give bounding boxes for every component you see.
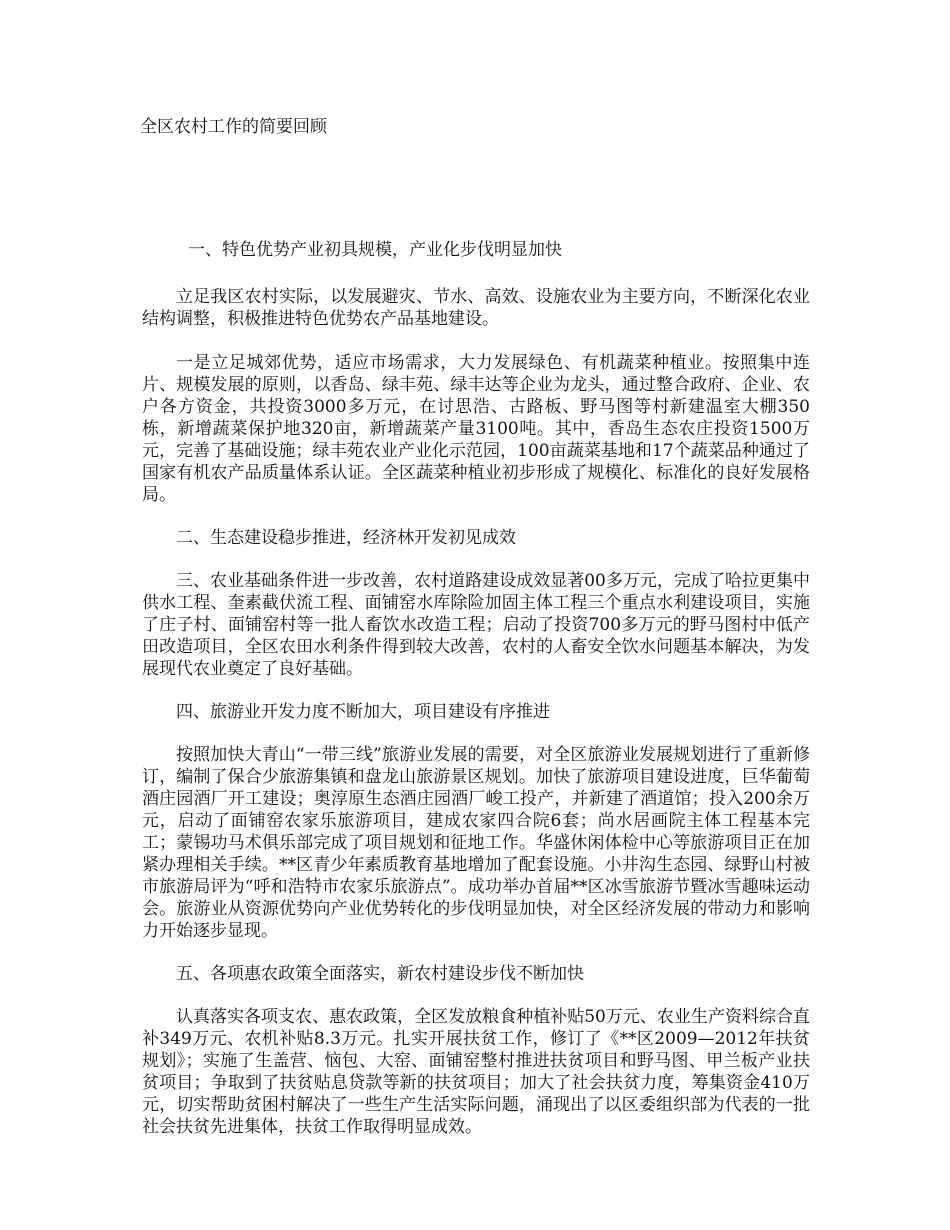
section-heading-4: 四、旅游业开发力度不断加大，项目建设有序推进 [176, 702, 550, 722]
paragraph-policy: 认真落实各项支农、惠农政策，全区发放粮食种植补贴50万元、农业生产资料综合直补349万元、农机补贴8.3万元。扎实开展扶贫工作，修订了《**区2009—2012年扶贫规划》；实施了生盖营、恼包、大窑、面铺窑整村推进扶贫项目和野马图、甲兰板产业扶贫项目；争取到了扶贫贴息贷款等新的扶贫项目；加大了社会扶贫力度，筹集资金410万元，切实帮助贫困村解决了一些生产生活实际问题，涌现出了以区委组织部为代表的一批社会扶贫先进集体，扶贫工作取得明显成效。 [142, 1007, 810, 1137]
paragraph-tourism: 按照加快大青山“一带三线”旅游业发展的需要，对全区旅游业发展规划进行了重新修订，编制了保合少旅游集镇和盘龙山旅游景区规划。加快了旅游项目建设进度，巨华葡萄酒庄园酒厂开工建设；奥淳原生态酒庄园酒厂峻工投产，并新建了酒道馆；投入200余万元，启动了面铺窑农家乐旅游项目，建成农家四合院6套；尚水居画院主体工程基本完工；蒙锡功马术俱乐部完成了项目规划和征地工作。华盛休闲体检中心等旅游项目正在加紧办理相关手续。**区青少年素质教育基地增加了配套设施。小井沟生态园、绿野山村被市旅游局评为“呼和浩特市农家乐旅游点”。成功举办首届**区冰雪旅游节暨冰雪趣味运动会。旅游业从资源优势向产业优势转化的步伐明显加快，对全区经济发展的带动力和影响力开始逐步显现。 [142, 745, 810, 941]
paragraph-vegetables: 一是立足城郊优势，适应市场需求，大力发展绿色、有机蔬菜种植业。按照集中连片、规模发展的原则，以香岛、绿丰苑、绿丰达等企业为龙头，通过整合政府、企业、农户各方资金，共投资3000多万元，在讨思浩、古路板、野马图等村新建温室大棚350栋，新增蔬菜保护地320亩，新增蔬菜产量3100吨。其中，香岛生态农庄投资1500万元，完善了基础设施；绿丰苑农业产业化示范园，100亩蔬菜基地和17个蔬菜品种通过了国家有机农产品质量体系认证。全区蔬菜种植业初步形成了规模化、标准化的良好发展格局。 [142, 353, 810, 505]
section-heading-1: 一、特色优势产业初具规模，产业化步伐明显加快 [188, 240, 562, 260]
document-body [142, 238, 810, 1138]
paragraph-intro: 立足我区农村实际，以发展避灾、节水、高效、设施农业为主要方向，不断深化农业结构调整，积极推进特色优势农产品基地建设。 [142, 287, 810, 329]
document-title: 全区农村工作的简要回顾 [140, 117, 327, 137]
section-heading-2: 二、生态建设稳步推进，经济林开发初见成效 [176, 528, 516, 548]
paragraph-infrastructure: 三、农业基础条件进一步改善，农村道路建设成效显著00多万元，完成了哈拉更集中供水工程、奎素截伏流工程、面铺窑水库除险加固主体工程三个重点水利建设项目，实施了庄子村、面铺窑村等一批人畜饮水改造工程；启动了投资700多万元的野马图村中低产田改造项目，全区农田水利条件得到较大改善，农村的人畜安全饮水问题基本解决，为发展现代农业奠定了良好基础。 [142, 571, 810, 679]
section-heading-5: 五、各项惠农政策全面落实，新农村建设步伐不断加快 [176, 964, 584, 984]
